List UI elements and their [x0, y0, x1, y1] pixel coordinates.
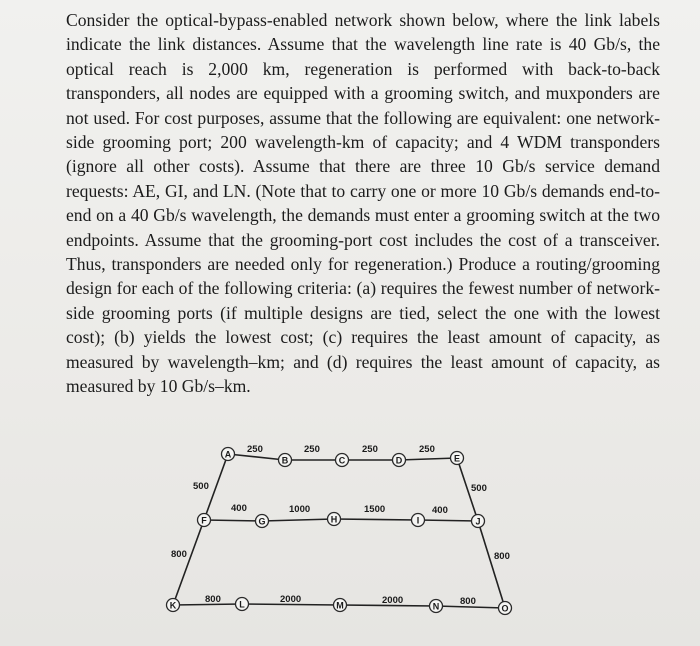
link-label-de: 250	[419, 444, 435, 455]
link-label-af: 500	[193, 481, 209, 492]
svg-text:L: L	[239, 599, 245, 610]
svg-text:H: H	[330, 514, 338, 525]
link-label-gh: 1000	[289, 504, 311, 515]
svg-text:F: F	[201, 515, 207, 526]
link-label-hi: 1500	[364, 504, 386, 515]
svg-text:K: K	[169, 600, 177, 611]
link-gh	[262, 519, 334, 521]
svg-text:O: O	[501, 603, 509, 614]
svg-text:N: N	[432, 601, 440, 612]
node-h	[328, 513, 341, 526]
link-label-jo: 800	[494, 551, 510, 562]
node-m	[334, 599, 347, 612]
node-g	[256, 515, 269, 528]
link-label-cd: 250	[362, 444, 378, 455]
link-label-lm: 2000	[280, 594, 302, 605]
link-label-bc: 250	[304, 444, 320, 455]
link-label-fg: 400	[231, 503, 247, 514]
link-label-mn: 2000	[382, 595, 404, 606]
link-ij	[418, 520, 478, 521]
svg-text:B: B	[281, 455, 289, 466]
node-c	[336, 454, 349, 467]
link-label-ab: 250	[247, 444, 263, 455]
svg-text:J: J	[475, 516, 481, 527]
link-de	[399, 458, 457, 460]
svg-text:M: M	[336, 600, 344, 611]
link-hi	[334, 519, 418, 520]
link-label-kl: 800	[205, 594, 221, 605]
svg-text:I: I	[416, 515, 420, 526]
node-e	[451, 452, 464, 465]
node-i	[412, 514, 425, 527]
link-fk	[173, 520, 204, 605]
node-j	[472, 515, 485, 528]
node-n	[430, 600, 443, 613]
svg-text:C: C	[338, 455, 346, 466]
node-k	[167, 599, 180, 612]
svg-text:A: A	[224, 449, 232, 460]
node-f	[198, 514, 211, 527]
node-l	[236, 598, 249, 611]
problem-statement: Consider the optical-bypass-enabled network shown below, where the link labels indicate the link distances. Assume that the wavelength line rate is 40 Gb/s, the optical reach is 2,000 km, regeneration is performed with back-to-back transponders, all nodes are equipped with a grooming switch, and muxponders are not used. For cost purposes, assume that the following are equivalent: one network-side grooming port; 200 wavelength-km of capacity; and 4 WDM transponders (ignore all other costs). Assume that there are three 10 Gb/s service demand requests: AE, GI, and LN. (Note that to carry one or more 10 Gb/s demands end-to-end on a 40 Gb/s wavelength, the demands must enter a grooming switch at the two endpoints. Assume that the grooming-port cost includes the cost of a transceiver. Thus, transponders are needed only for regeneration.) Produce a routing/grooming design for each of the following criteria: (a) requires the fewest number of network-side grooming ports (if multiple designs are tied, select the one with the lowest cost); (b) yields the lowest cost; (c) requires the least amount of capacity, as measured by wavelength–km; and (d) requires the least amount of capacity, as measured by 10 Gb/s–km.	[66, 10, 660, 397]
node-o	[499, 602, 512, 615]
node-b	[279, 454, 292, 467]
link-label-ij: 400	[432, 505, 448, 516]
link-jo	[478, 521, 505, 608]
node-d	[393, 454, 406, 467]
svg-text:D: D	[395, 455, 403, 466]
link-fg	[204, 520, 262, 521]
link-label-ej: 500	[471, 483, 487, 494]
link-label-no: 800	[460, 596, 476, 607]
svg-text:G: G	[258, 516, 266, 527]
node-a	[222, 448, 235, 461]
svg-text:E: E	[453, 453, 461, 464]
link-label-fk: 800	[171, 549, 187, 560]
